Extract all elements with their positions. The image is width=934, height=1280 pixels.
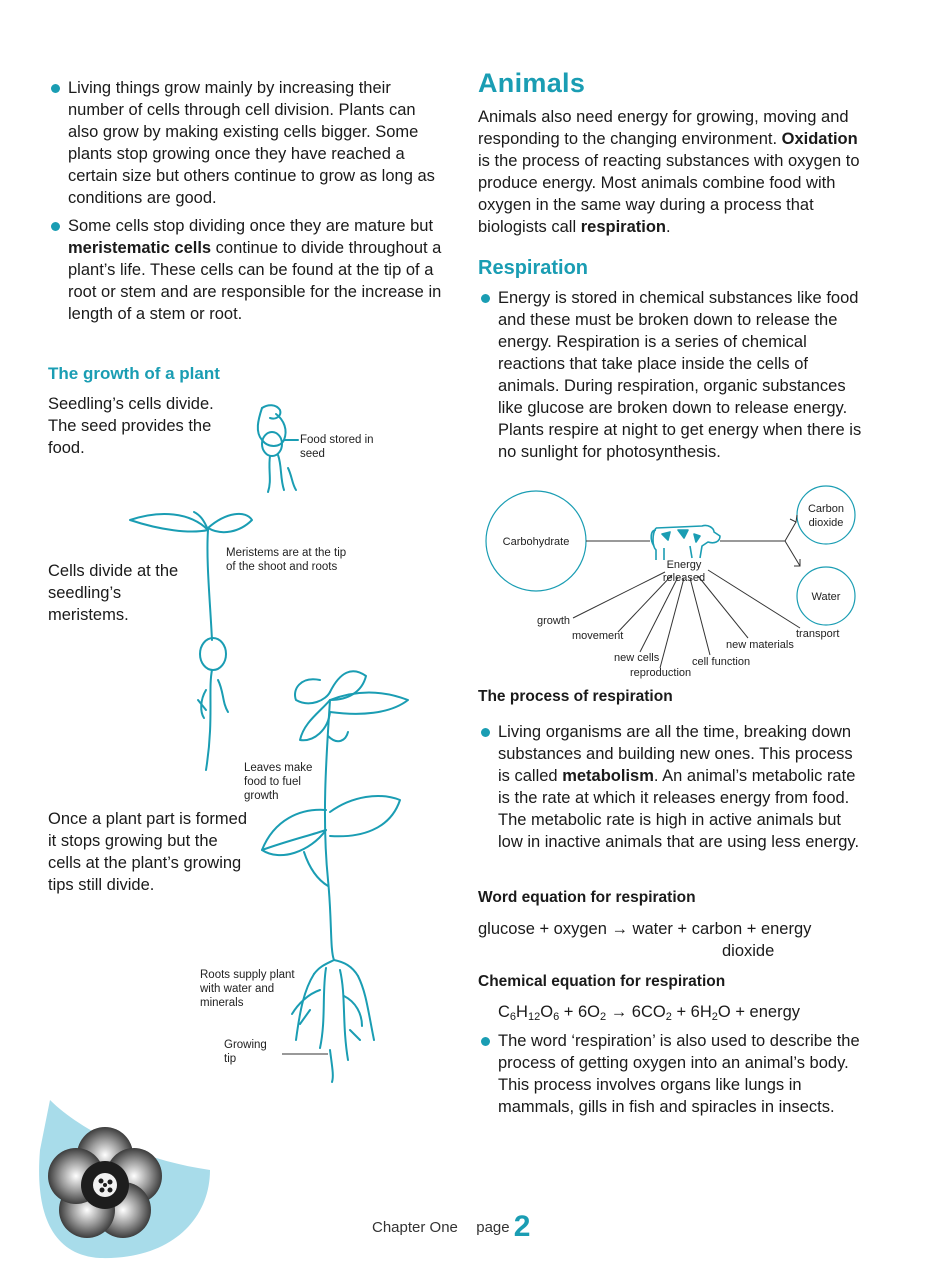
plant-growth-illustration (110, 395, 450, 1095)
caption-meristems-tip: Meristems are at the tip of the shoot and roots (226, 547, 347, 573)
label-growth: growth (537, 615, 571, 627)
bullet-energy-stored: Energy is stored in chemical substances like food and these must be broken down to release the energy. Respiration is a series of chemical reactions that take place inside the cells of animals. During respiration, organic substances like glucose are broken down to release energy. Plants respire at night to get energy when there is no sunlight for photosynthesis. (478, 287, 863, 463)
word-equation-line1: glucose + oxygen → water + carbon + energy (478, 920, 812, 938)
footer-page-word: page (476, 1219, 510, 1236)
caption-food-stored: Food stored in seed (300, 434, 374, 460)
label-carbon: Carbon (807, 503, 845, 515)
bullet-metabolism: Living organisms are all the time, breaking down substances and building new ones. This process is called metabolism. An animal’s metabolic rate is the rate at which it releases energy from food. The metabolic rate is high in active animals but low in inactive animals that are using less energy. (478, 721, 863, 853)
bullet-meristematic: Some cells stop dividing once they are mature but meristematic cells continue to divide throughout a plant’s life. These cells can be found at the tip of a root or stem and are responsible for the increase in length of a stem or root. (48, 215, 443, 325)
label-movement: movement (572, 630, 624, 642)
final-bullets (478, 1030, 868, 1124)
label-new-cells: new cells (614, 652, 660, 664)
step-meristems: Cells divide at the seedling’s meristems. (48, 562, 179, 624)
mature-plant-drawing (262, 671, 408, 1082)
process-bullets (478, 721, 863, 859)
growth-heading: The growth of a plant (48, 364, 220, 383)
seedling-drawing (130, 512, 252, 770)
label-cell-function: cell function (692, 656, 751, 668)
step-formed: Once a plant part is formed it stops growing but the cells at the plant’s growing tips still divide. (48, 810, 248, 894)
label-reproduction: reproduction (630, 667, 692, 679)
line-transport (708, 570, 800, 628)
respiration-diagram (482, 485, 872, 685)
caption-growing-tip: Growing tip (224, 1039, 267, 1065)
carbon-dioxide-circle (797, 486, 855, 544)
seed-drawing (258, 405, 298, 492)
line-cell-function (690, 578, 710, 655)
caption-leaves: Leaves make food to fuel growth (244, 762, 313, 802)
line-reproduction (660, 578, 684, 668)
respiration-bullets (478, 287, 863, 469)
label-water: Water (811, 591, 841, 603)
label-energy: Energy (666, 559, 702, 571)
animals-paragraph: Animals also need energy for growing, moving and responding to the changing environment. Oxidation is the process of reacting substances with oxygen to produce energy. Most animals combine food with oxygen in the same way during a process that biologists call respiration. (478, 108, 860, 236)
left-bullets (48, 77, 443, 331)
bullet-respiration-word: The word ‘respiration’ is also used to describe the process of getting oxygen into an animal’s body. This process involves organs like lungs in mammals, gills in fish and spiracles in insects. (478, 1030, 868, 1118)
process-heading: The process of respiration (478, 688, 673, 705)
page-footer (372, 1210, 530, 1244)
word-equation-line2: dioxide (722, 942, 775, 960)
word-equation-heading: Word equation for respiration (478, 889, 696, 906)
footer-chapter: Chapter One (372, 1219, 458, 1236)
caption-roots: Roots supply plant with water and minerals (200, 969, 295, 1009)
line-new-materials (698, 576, 748, 638)
cow-icon (651, 525, 720, 560)
respiration-title: Respiration (478, 257, 589, 279)
chemical-equation-heading: Chemical equation for respiration (478, 973, 726, 990)
step-seedling: Seedling’s cells divide. The seed provides the food. (48, 395, 214, 457)
label-dioxide: dioxide (808, 517, 844, 529)
label-released: released (662, 572, 706, 584)
bullet-growth: Living things grow mainly by increasing their number of cells through cell division. Plants can also grow by making existing cells bigger. Some plants stop growing once they have reached a certain size but others continue to grow as long as conditions are good. (48, 77, 443, 209)
label-new-materials: new materials (726, 639, 794, 651)
label-transport: transport (796, 628, 840, 640)
decorative-flower (20, 1090, 220, 1260)
chemical-equation: $C_6H_{12}O_6 + 6O_2 \to 6CO_2 + 6H_2O$ + energy (498, 1003, 800, 1023)
label-carbohydrate: Carbohydrate (502, 536, 570, 548)
footer-page-number: 2 (513, 1210, 531, 1243)
animals-title: Animals (478, 68, 586, 98)
line-growth (573, 572, 665, 618)
